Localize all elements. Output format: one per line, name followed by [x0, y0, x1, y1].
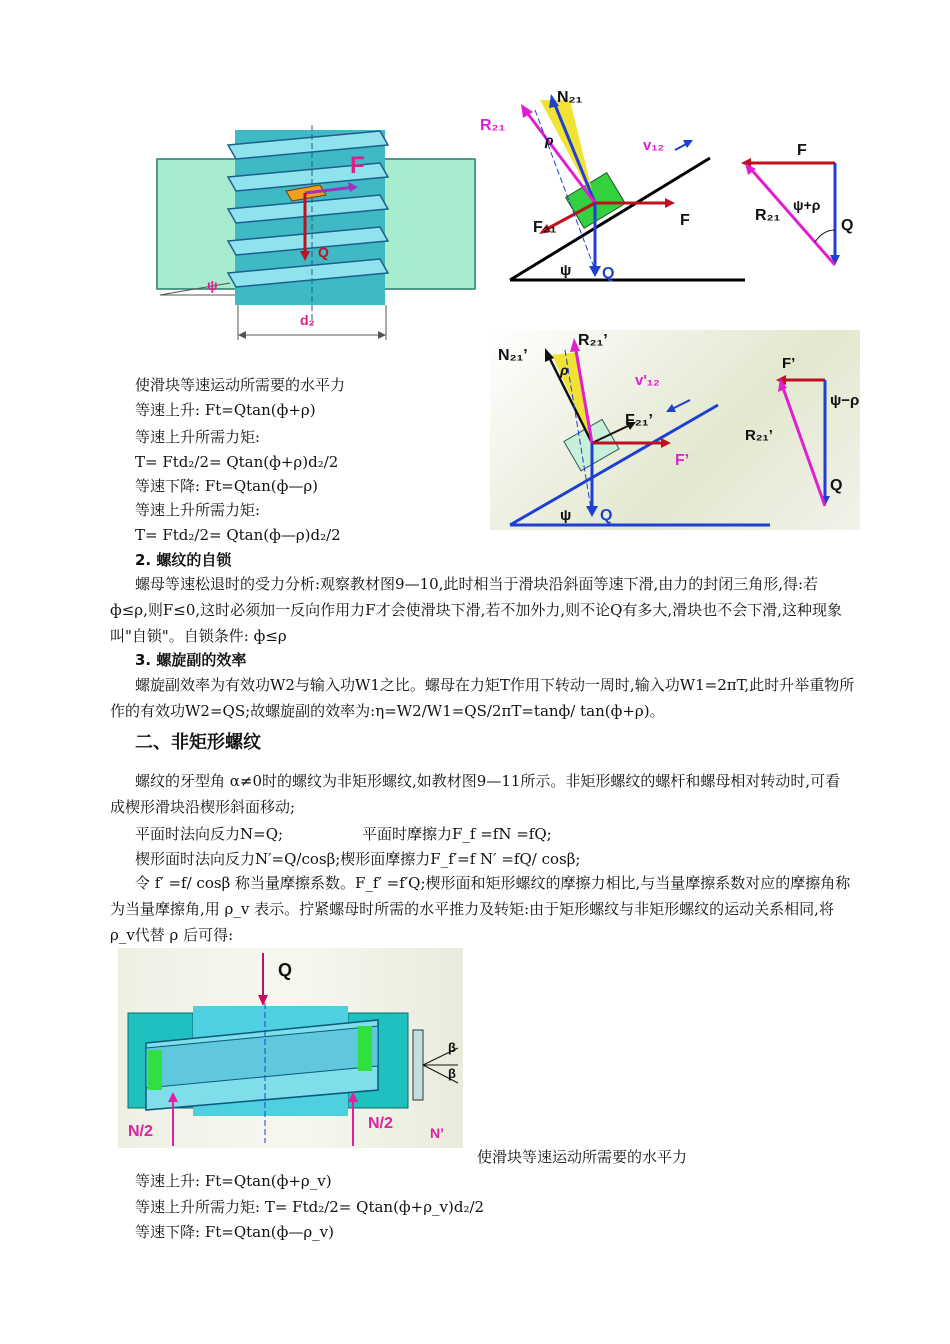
- label-beta-1: β: [448, 1040, 456, 1055]
- text1-line-3: 等速上升所需力矩:: [135, 428, 261, 446]
- label-N2-left: N/2: [128, 1123, 153, 1140]
- text1-line-4: T= Ftd₂/2= Qtan(ф+ρ)d₂/2: [135, 453, 339, 471]
- label-Q: Q: [600, 507, 613, 524]
- label-Q: Q: [278, 960, 293, 980]
- screw-figure: [150, 125, 480, 340]
- label-R21: R₂₁: [755, 207, 781, 224]
- label-F: F’: [675, 452, 690, 469]
- text2-line-2: 等速上升所需力矩: T= Ftd₂/2= Qtan(ф+ρ_v)d₂/2: [135, 1198, 485, 1216]
- label-N21: N₂₁’: [498, 347, 528, 364]
- label-beta-2: β: [448, 1066, 456, 1081]
- label-psi: ψ: [560, 262, 572, 279]
- triangle-up-figure: [735, 135, 865, 295]
- wedge-thread-figure: [118, 948, 463, 1148]
- label-Q: Q: [602, 265, 615, 282]
- label-d2: d₂: [300, 312, 315, 328]
- section-3-title: 3. 螺旋副的效率: [135, 651, 247, 669]
- text2-line-1: 等速上升: Ft=Qtan(ф+ρ_v): [135, 1172, 332, 1190]
- label-F: F: [350, 152, 365, 179]
- line-b2: 平面时摩擦力F_f =fN =fQ;: [362, 825, 552, 843]
- text1-line-7: T= Ftd₂/2= Qtan(ф—ρ)d₂/2: [135, 526, 341, 544]
- label-angle: ψ+ρ: [793, 197, 821, 213]
- tri-label-F: F’: [782, 355, 796, 372]
- text1-line-6: 等速上升所需力矩:: [135, 501, 261, 519]
- label-F21: F₂₁: [533, 219, 557, 236]
- label-N2-right: N/2: [368, 1115, 393, 1132]
- body-a: 螺纹的牙型角 α≠0时的螺纹为非矩形螺纹,如教材图9—11所示。非矩形螺纹的螺杆和螺母相对转动时,可看成楔形滑块沿楔形斜面移动;: [110, 772, 841, 816]
- label-N-prime: N’: [430, 1125, 444, 1141]
- label-Q: Q: [841, 217, 854, 234]
- incline-down-figure: [490, 330, 860, 530]
- tri-label-R21: R₂₁’: [745, 427, 773, 444]
- label-R21: R₂₁: [480, 117, 506, 134]
- label-F: F: [797, 142, 807, 159]
- line-b1: 平面时法向反力N=Q;: [135, 825, 284, 843]
- line-c: 楔形面时法向反力N′=Q/cosβ;楔形面摩擦力F_f′=f N′ =fQ/ cosβ;: [135, 850, 581, 868]
- label-rho: ρ: [545, 132, 554, 148]
- label-psi: ψ: [207, 277, 218, 293]
- section-3-body: 螺旋副效率为有效功W2与输入功W1之比。螺母在力矩T作用下转动一周时,输入功W1=2πT,此时升举重物所作的有效功W2=QS;故螺旋副的效率为:η=W2/W1=QS/2πT=tanф/ tan(ф+ρ)。: [110, 676, 855, 720]
- label-F21: F₂₁’: [625, 412, 653, 429]
- label-Q: Q: [318, 244, 329, 260]
- incline-up-figure: [475, 80, 750, 290]
- caption-right: 使滑块等速运动所需要的水平力: [477, 1148, 688, 1166]
- heading-non-rectangular: 二、非矩形螺纹: [135, 732, 261, 753]
- label-F: F: [680, 212, 690, 229]
- label-v12: v₁₂: [643, 137, 665, 154]
- tri-label-angle: ψ−ρ: [830, 392, 860, 409]
- section-2-body: 螺母等速松退时的受力分析:观察教材图9—10,此时相当于滑块沿斜面等速下滑,由力的封闭三角形,得:若 ф≤ρ,则F≤0,这时必须加一反向作用力F才会使滑块下滑,若不加外力,则不论Q有多大,滑块也不会下滑,这种现象叫"自锁"。自锁条件: ф≤ρ: [110, 575, 842, 645]
- label-N21: N₂₁: [557, 89, 583, 106]
- text1-line-2: 等速上升: Ft=Qtan(ф+ρ): [135, 401, 316, 419]
- text1-line-5: 等速下降: Ft=Qtan(ф—ρ): [135, 477, 319, 495]
- body-d: 令 f′ =f/ cosβ 称当量摩擦系数。F_f′ =f′Q;楔形面和矩形螺纹的摩擦力相比,与当量摩擦系数对应的摩擦角称为当量摩擦角,用 ρ_v 表示。拧紧螺母时所需的水平推力及转矩:由于矩形螺纹与非矩形螺纹的运动关系相同,将 ρ_v代替 ρ 后可得:: [110, 874, 851, 944]
- label-rho: ρ: [560, 362, 569, 378]
- tri-label-Q: Q: [830, 477, 843, 494]
- label-v12: v'₁₂: [635, 372, 660, 389]
- text2-line-3: 等速下降: Ft=Qtan(ф—ρ_v): [135, 1223, 334, 1241]
- section-2-title: 2. 螺纹的自锁: [135, 551, 232, 569]
- label-R21: R₂₁’: [578, 332, 608, 349]
- label-psi: ψ: [560, 507, 572, 524]
- text1-line-1: 使滑块等速运动所需要的水平力: [135, 376, 346, 394]
